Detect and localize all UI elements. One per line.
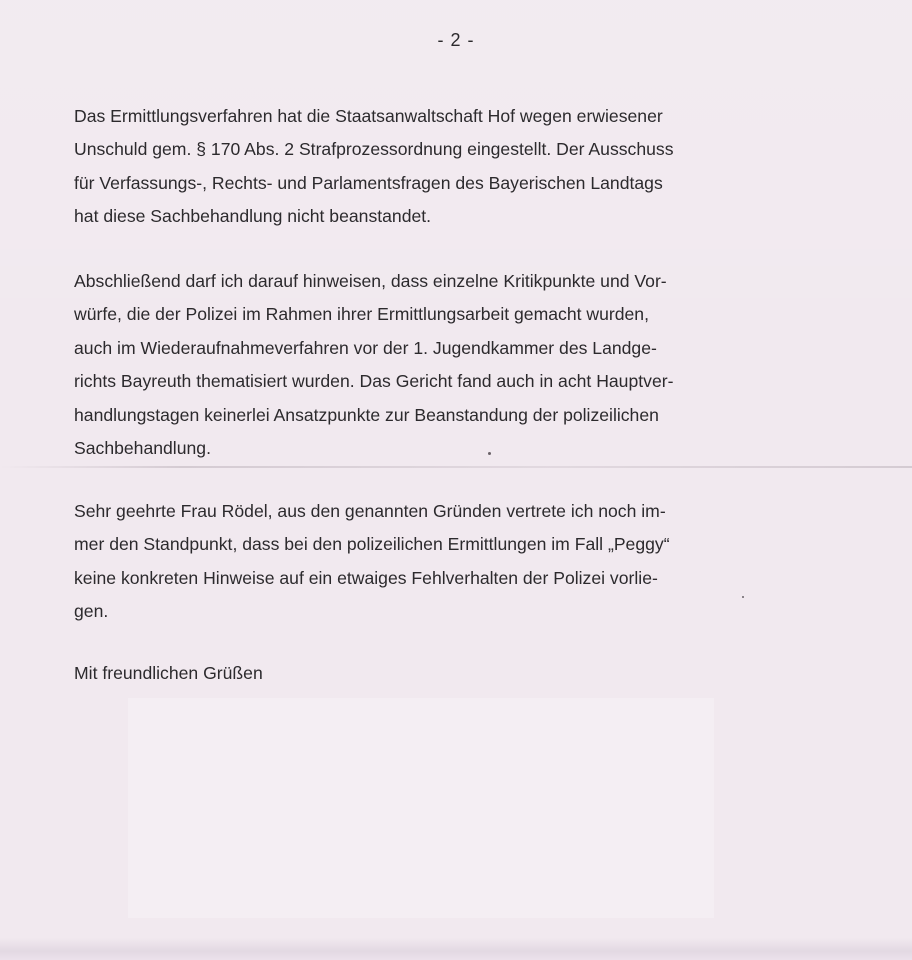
text-line: gen. xyxy=(74,601,109,622)
text-line: mer den Standpunkt, dass bei den polizeilichen Ermittlungen im Fall „Peggy“ xyxy=(74,534,670,555)
paragraph-investigation-closed xyxy=(74,100,794,234)
page-number: - 2 - xyxy=(437,30,475,50)
text-line: Unschuld gem. § 170 Abs. 2 Strafprozessordnung eingestellt. Der Ausschuss xyxy=(74,139,674,160)
text-line: Sachbehandlung. xyxy=(74,438,211,459)
paper-speck xyxy=(742,596,744,598)
text-line: würfe, die der Polizei im Rahmen ihrer Ermittlungsarbeit gemacht wurden, xyxy=(74,304,649,325)
text-line: Sehr geehrte Frau Rödel, aus den genannten Gründen vertrete ich noch im- xyxy=(74,501,666,521)
text-line: auch im Wiederaufnahmeverfahren vor der 1. Jugendkammer des Landge- xyxy=(74,337,657,358)
text-line: hat diese Sachbehandlung nicht beanstandet. xyxy=(74,206,432,227)
paper-bottom-edge xyxy=(0,938,912,960)
text-line: keine konkreten Hinweise auf ein etwaiges Fehlverhalten der Polizei vorlie- xyxy=(74,567,658,588)
text-line: für Verfassungs-, Rechts- und Parlamentsfragen des Bayerischen Landtags xyxy=(74,172,663,193)
closing-salutation: Mit freundlichen Grüßen xyxy=(74,663,263,683)
paragraph-criticism-points xyxy=(74,265,794,465)
text-line: handlungstagen keinerlei Ansatzpunkte zur Beanstandung der polizeilichen xyxy=(74,404,659,425)
text-line: Das Ermittlungsverfahren hat die Staatsanwaltschaft Hof wegen erwiesener xyxy=(74,106,663,126)
paper-fold-line xyxy=(0,466,912,468)
text-line: Abschließend darf ich darauf hinweisen, dass einzelne Kritikpunkte und Vor- xyxy=(74,271,667,291)
redacted-signature-area xyxy=(128,698,714,918)
paper-speck xyxy=(488,452,491,455)
text-line: richts Bayreuth thematisiert wurden. Das Gericht fand auch in acht Hauptver- xyxy=(74,371,674,392)
paragraph-conclusion xyxy=(74,495,794,629)
